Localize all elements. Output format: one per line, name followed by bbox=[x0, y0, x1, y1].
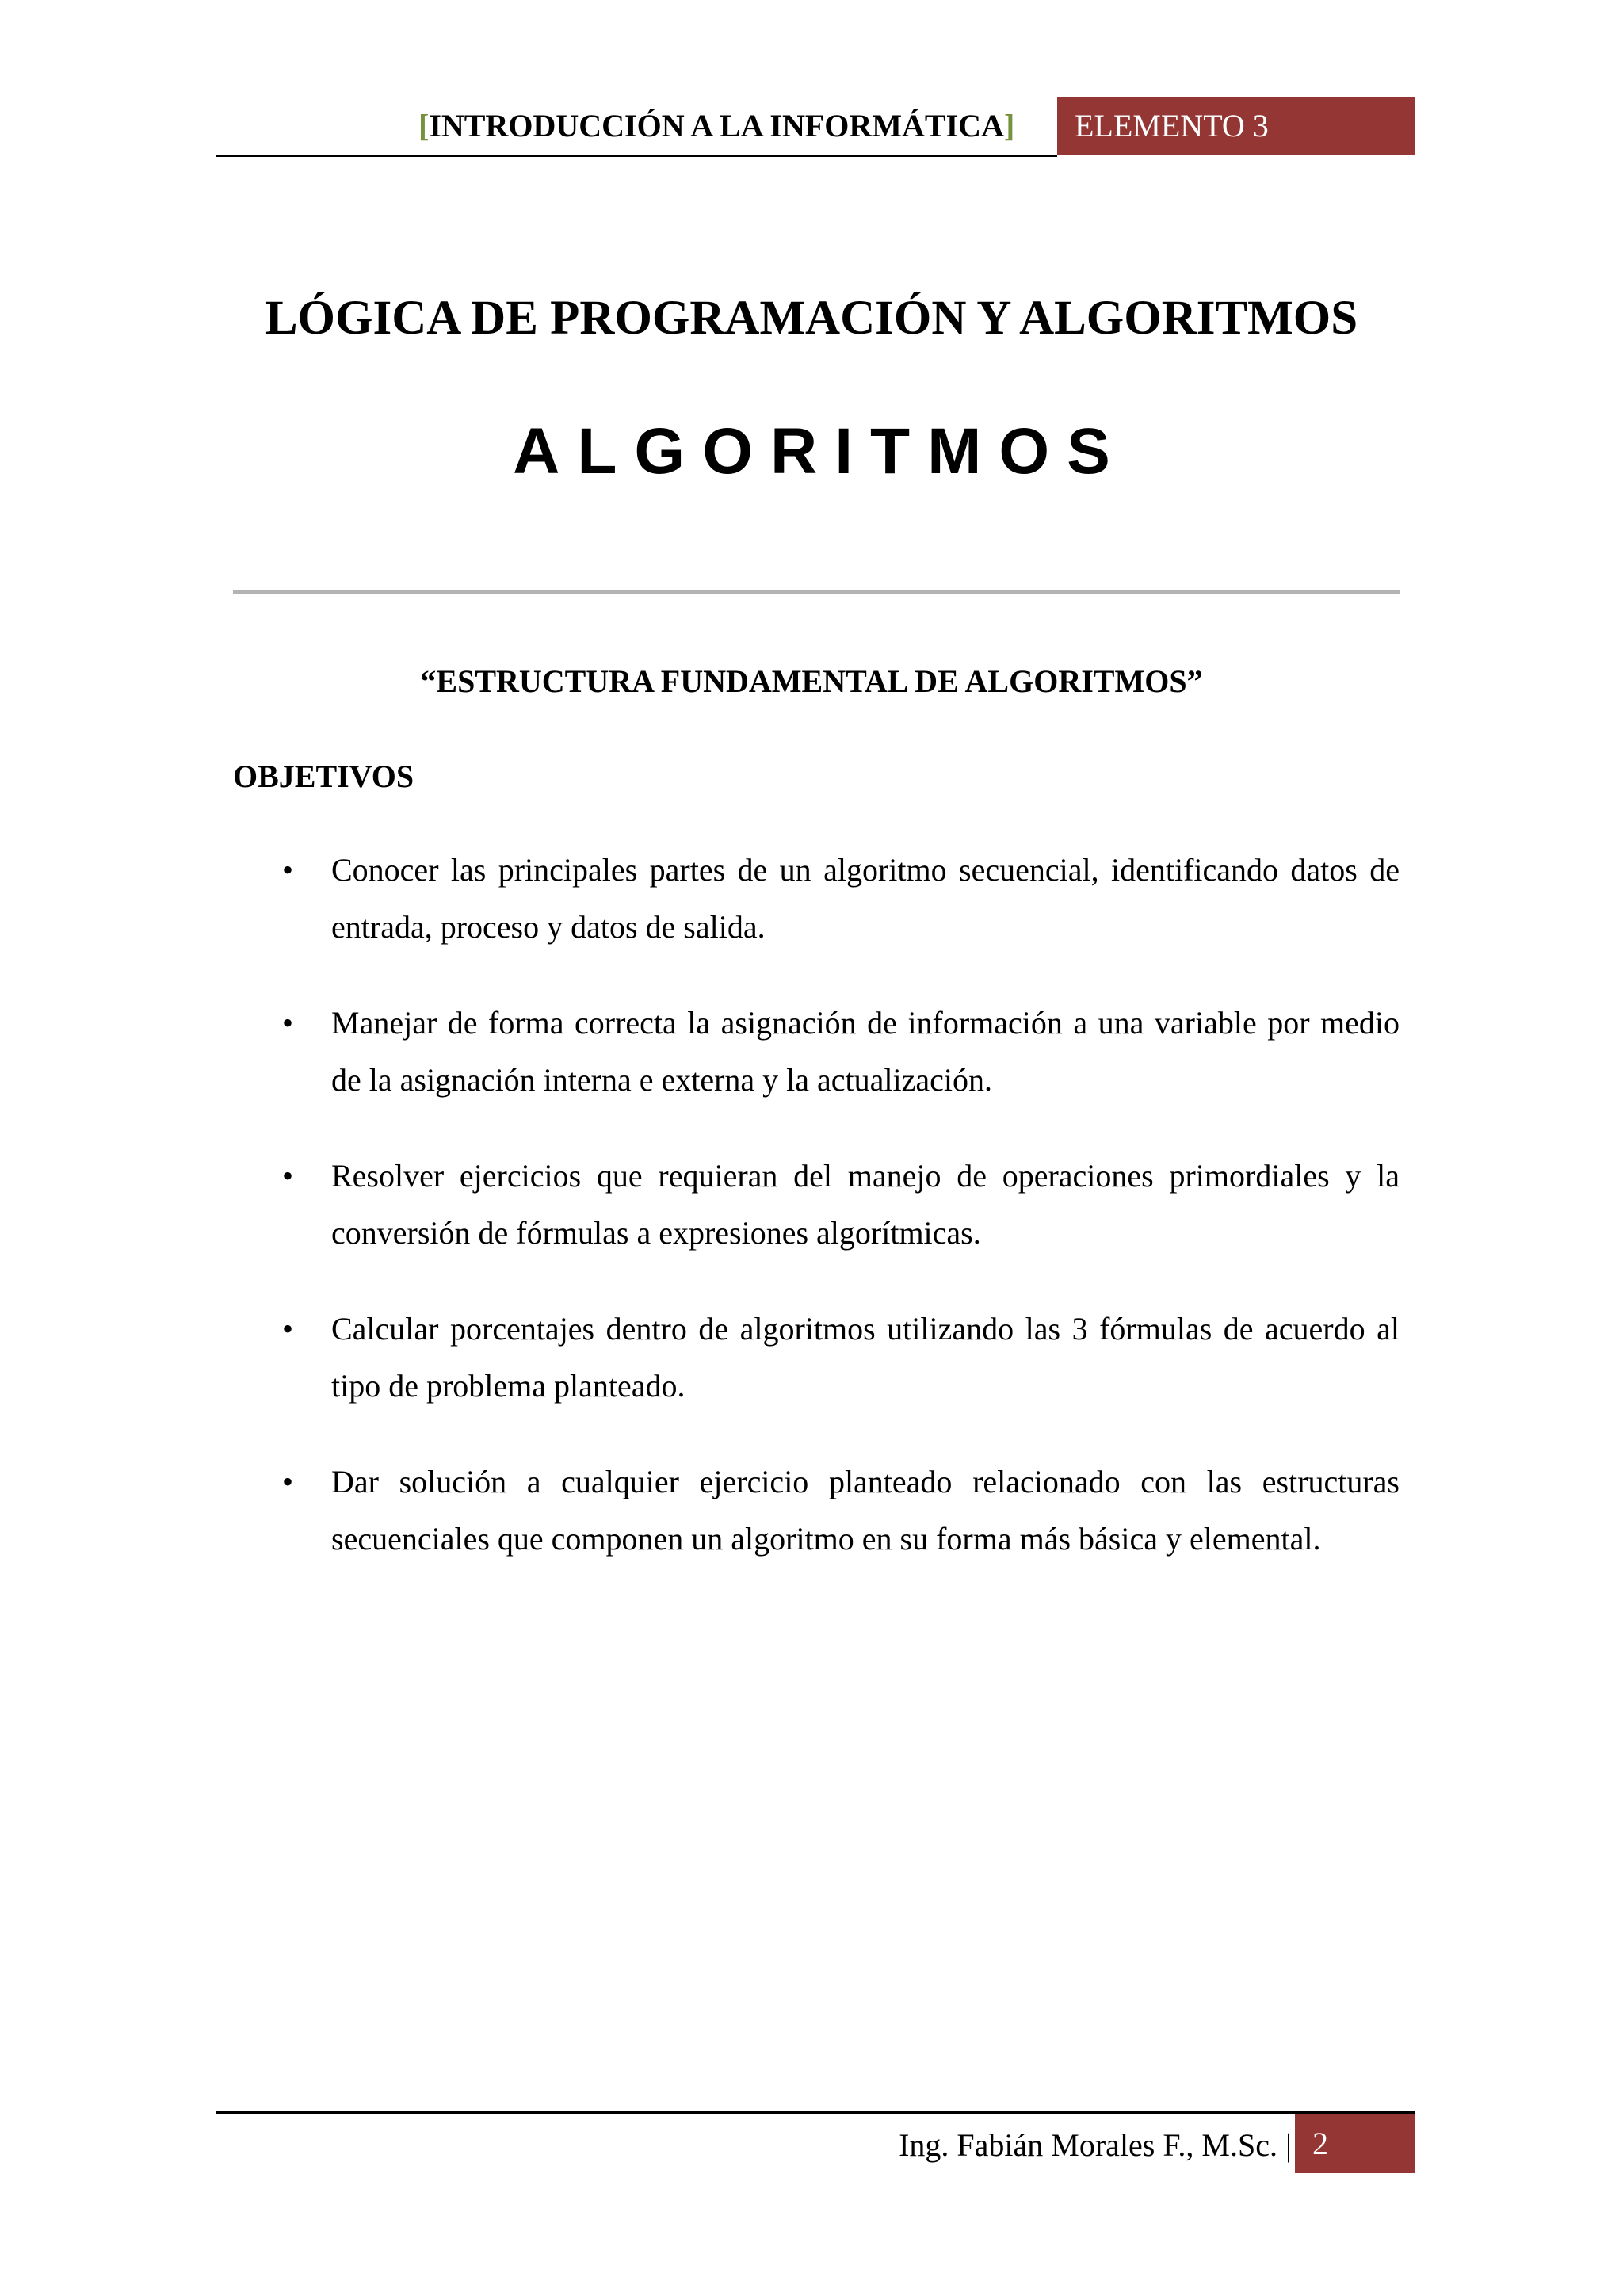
objective-text: Dar solución a cualquier ejercicio planteado relacionado con las estructuras secuenciales que componen un algoritmo en su forma más básica y elemental. bbox=[331, 1464, 1400, 1557]
header-course-title bbox=[418, 103, 1014, 149]
bullet-icon: • bbox=[282, 1311, 294, 1347]
bullet-icon: • bbox=[282, 1158, 294, 1194]
header-open-bracket: [ bbox=[418, 108, 430, 143]
page-footer bbox=[216, 2111, 1415, 2173]
objective-item bbox=[233, 1301, 1400, 1415]
bullet-icon: • bbox=[282, 1005, 294, 1041]
objective-text: Manejar de forma correcta la asignación de información a una variable por medio de la asignación interna e externa y la actualización. bbox=[331, 1005, 1400, 1098]
objective-item bbox=[233, 842, 1400, 956]
objectives-list bbox=[233, 842, 1400, 1606]
objective-text: Conocer las principales partes de un algoritmo secuencial, identificando datos de entrada, proceso y datos de salida. bbox=[331, 852, 1400, 945]
header-element-badge: ELEMENTO 3 bbox=[1057, 97, 1415, 155]
header-rule bbox=[216, 155, 1057, 157]
section-heading: “ESTRUCTURA FUNDAMENTAL DE ALGORITMOS” bbox=[420, 663, 1203, 699]
page-title: LÓGICA DE PROGRAMACIÓN Y ALGORITMOS bbox=[265, 292, 1358, 345]
title-divider bbox=[233, 590, 1400, 594]
header-course-title-text: INTRODUCCIÓN A LA INFORMÁTICA bbox=[429, 108, 1004, 143]
footer-author: Ing. Fabián Morales F., M.Sc. | bbox=[899, 2127, 1292, 2163]
page-header bbox=[216, 97, 1415, 155]
page-subtitle: ALGORITMOS bbox=[513, 415, 1128, 487]
page-number: 2 bbox=[1295, 2114, 1415, 2173]
objectives-heading: OBJETIVOS bbox=[233, 758, 414, 794]
objective-text: Calcular porcentajes dentro de algoritmos utilizando las 3 fórmulas de acuerdo al tipo de problema planteado. bbox=[331, 1311, 1400, 1404]
objective-item bbox=[233, 995, 1400, 1109]
objective-text: Resolver ejercicios que requieran del manejo de operaciones primordiales y la conversión de fórmulas a expresiones algorítmicas. bbox=[331, 1158, 1400, 1251]
header-close-bracket: ] bbox=[1003, 108, 1015, 143]
footer-rule bbox=[216, 2111, 1415, 2114]
objective-item bbox=[233, 1148, 1400, 1262]
bullet-icon: • bbox=[282, 1464, 294, 1499]
bullet-icon: • bbox=[282, 852, 294, 888]
objective-item bbox=[233, 1454, 1400, 1568]
